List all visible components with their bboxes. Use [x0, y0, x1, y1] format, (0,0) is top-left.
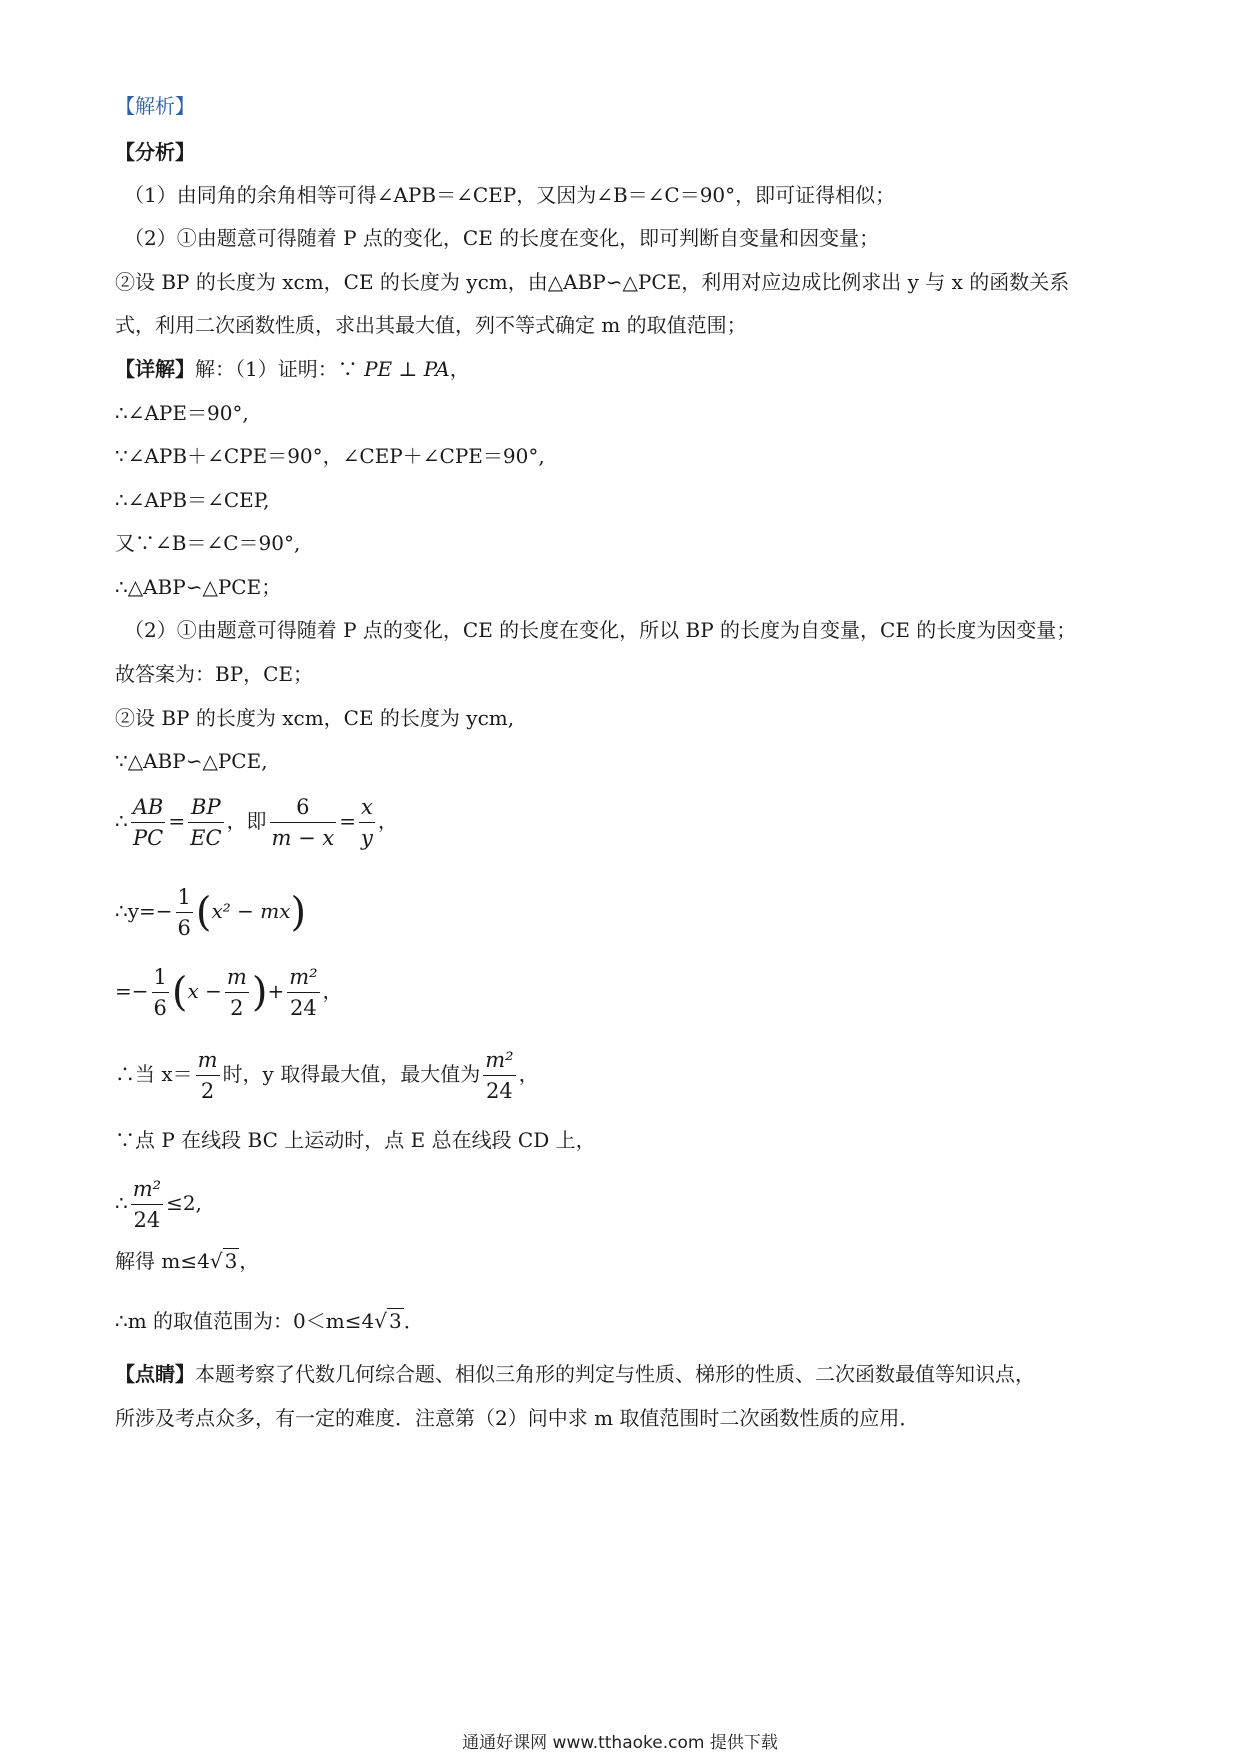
fraction-m2-24 [287, 962, 319, 1023]
solution-l5: ∴△ABP∽△PCE； [115, 575, 282, 599]
section-header: 【解析】 [115, 94, 195, 118]
therefore-symbol: ∴ [115, 809, 128, 833]
therefore-symbol: ∴ [115, 1191, 128, 1215]
solution-l4: 又∵∠B＝∠C＝90°, [115, 531, 301, 555]
footer-text: 通通好课网 www.tthaoke.com 提供下载 [462, 1733, 778, 1753]
math-pa: PA [423, 357, 450, 381]
frac-den: y [360, 826, 373, 850]
comment-title: 【点睛】 [115, 1362, 195, 1386]
math-perp: ⊥ [398, 357, 418, 381]
max-value-line [115, 1045, 539, 1106]
period: ． [403, 1309, 424, 1333]
frac-num: 1 [176, 882, 193, 913]
fraction-m2-24 [483, 1045, 515, 1106]
x-minus: x − [187, 979, 222, 1003]
paren-left: ( [195, 889, 212, 936]
solution-l10: ∵点 P 在线段 BC 上运动时，点 E 总在线段 CD 上， [115, 1128, 596, 1152]
frac-num: 1 [152, 962, 169, 993]
solve-text: 解得 m≤4 [115, 1249, 210, 1273]
x2-mx: x² − mx [211, 899, 291, 923]
le-2: ≤2, [166, 1191, 202, 1215]
fraction-m2-24 [131, 1174, 163, 1235]
frac-den: 2 [200, 1079, 215, 1103]
paren-right: ) [251, 969, 268, 1016]
fraction-bp-ec [188, 792, 223, 853]
fraction-6-mx [270, 792, 337, 853]
frac-num: m [225, 962, 249, 993]
solution-l6: （2）①由题意可得随着 P 点的变化，CE 的长度在变化，所以 BP 的长度为自变量，CE 的长度为因变量； [124, 618, 1077, 642]
solution-l1: ∴∠APE＝90°, [115, 401, 249, 425]
comma: ， [239, 1249, 260, 1273]
fraction-x-y [359, 792, 375, 853]
fraction-ab-pc [131, 792, 166, 853]
y-equals: ∴y=− [115, 899, 173, 923]
paren-right: ) [290, 889, 307, 936]
fraction-1-6 [152, 962, 169, 1023]
frac-den: 24 [133, 1208, 161, 1232]
solution-l9: ∵△ABP∽△PCE, [115, 749, 268, 773]
frac-num: AB [131, 792, 166, 823]
neg-equals: =− [115, 979, 149, 1003]
sqrt-3: 3 [224, 1249, 238, 1273]
range-line: ∴m 的取值范围为：0＜m≤4√ 3 ． [115, 1309, 424, 1333]
solution-l3: ∴∠APB＝∠CEP, [115, 488, 270, 512]
plus: + [267, 979, 285, 1003]
comment-c1: 本题考察了代数几何综合题、相似三角形的判定与性质、梯形的性质、二次函数最值等知识点， [195, 1362, 1035, 1386]
analysis-title: 【分析】 [115, 140, 195, 164]
frac-num: m² [131, 1174, 163, 1205]
solution-l8: ②设 BP 的长度为 xcm，CE 的长度为 ycm, [115, 706, 515, 730]
solve-line: 解得 m≤4√ 3 ， [115, 1249, 260, 1273]
ji-text: ，即 [226, 809, 267, 833]
equation-proportion [115, 792, 398, 853]
fraction-1-6 [176, 882, 193, 943]
solution-intro: 解：（1）证明：∵ [195, 357, 358, 381]
fraction-m-2 [196, 1045, 220, 1106]
frac-den: 2 [230, 996, 244, 1020]
fraction-m-2 [225, 962, 249, 1023]
frac-den: EC [190, 826, 222, 850]
equation-vertex-form [115, 962, 343, 1023]
analysis-p1: （1）由同角的余角相等可得∠APB＝∠CEP，又因为∠B＝∠C＝90°，即可证得相似； [124, 183, 896, 207]
frac-num: x [359, 792, 375, 823]
analysis-p3b: 式，利用二次函数性质，求出其最大值，列不等式确定 m 的取值范围； [115, 313, 747, 337]
comma: ， [518, 1062, 539, 1086]
when-text: ∴当 x＝ [115, 1062, 193, 1086]
comment-c2: 所涉及考点众多，有一定的难度．注意第（2）问中求 m 取值范围时二次函数性质的应用． [115, 1406, 920, 1430]
frac-num: m [196, 1045, 220, 1076]
frac-den: m − x [271, 826, 335, 850]
equals: = [168, 809, 186, 833]
range-text: ∴m 的取值范围为：0＜m≤4 [115, 1309, 375, 1333]
analysis-p2: （2）①由题意可得随着 P 点的变化，CE 的长度在变化，即可判断自变量和因变量； [124, 226, 880, 250]
frac-num: m² [483, 1045, 515, 1076]
paren-left: ( [171, 969, 188, 1016]
frac-num: 6 [270, 792, 337, 823]
sqrt-3: 3 [388, 1309, 402, 1333]
solution-l7: 故答案为：BP，CE； [115, 662, 314, 686]
frac-den: PC [132, 826, 164, 850]
solution-title: 【详解】 [115, 357, 195, 381]
frac-num: BP [188, 792, 223, 823]
frac-den: 6 [153, 996, 167, 1020]
math-comma: ， [449, 357, 470, 381]
comma: ， [322, 979, 343, 1003]
equation-y [115, 882, 306, 943]
frac-num: m² [287, 962, 319, 993]
solution-intro-line [115, 355, 470, 383]
comma: ， [377, 809, 398, 833]
comment-line-1 [115, 1360, 1035, 1388]
equals: = [339, 809, 356, 833]
inequality-line [115, 1174, 202, 1235]
frac-den: 6 [177, 916, 191, 940]
analysis-p3a: ②设 BP 的长度为 xcm，CE 的长度为 ycm，由△ABP∽△PCE，利用对应边成比例求出 y 与 x 的函数关系 [115, 270, 1070, 294]
frac-den: 24 [486, 1079, 513, 1103]
when-text-2: 时，y 取得最大值，最大值为 [222, 1062, 481, 1086]
frac-den: 24 [290, 996, 317, 1020]
math-pe: PE [364, 357, 393, 381]
solution-l2: ∵∠APB＋∠CPE＝90°，∠CEP＋∠CPE＝90°, [115, 444, 545, 468]
